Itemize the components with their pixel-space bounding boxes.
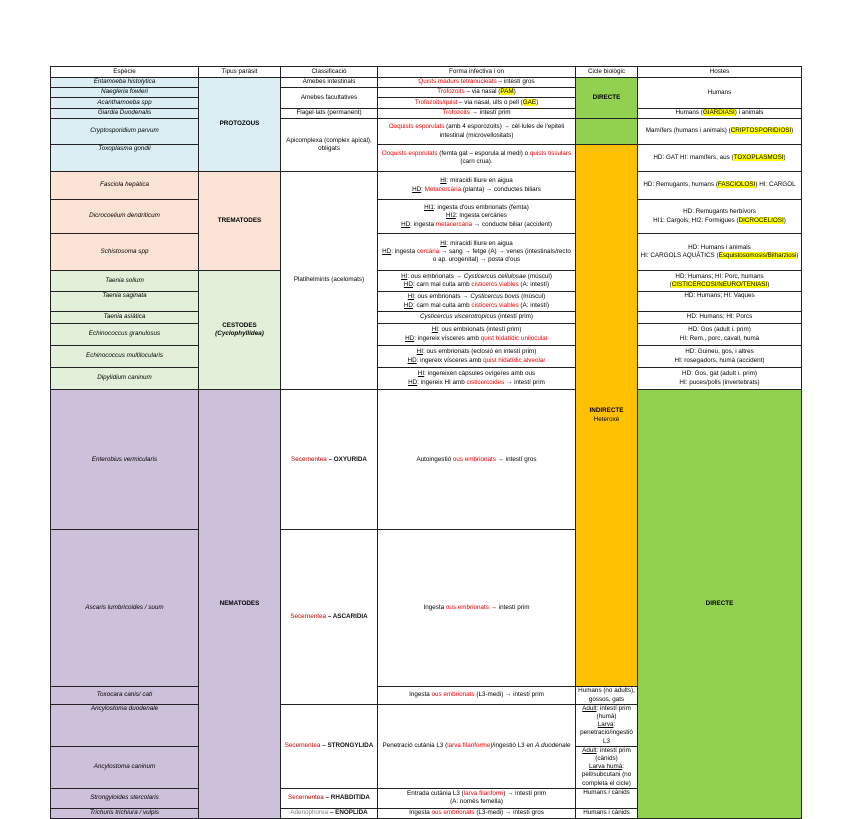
form-cell xyxy=(378,687,576,704)
form-text: : ous embrionats (intestí prim) xyxy=(438,326,522,334)
form-text: : carn mal cuita amb xyxy=(412,281,472,288)
host-text: ) xyxy=(767,281,770,288)
host-text: Humans ( xyxy=(675,109,703,117)
form-cell xyxy=(378,292,576,312)
classification-cell: Flagel·lats (permanent) xyxy=(281,109,378,119)
host-abbrev: HD xyxy=(405,334,415,342)
species-cell: Cryptosporidium parvum xyxy=(51,119,199,145)
species-cell: Naegleria fowleri xyxy=(51,88,199,98)
form-cell xyxy=(378,346,576,368)
host-cell xyxy=(638,109,802,119)
form-text: : ingereix vísceres amb xyxy=(416,356,484,364)
form-cell xyxy=(378,324,576,346)
host-text: HD: Remugants, humans ( xyxy=(643,181,718,189)
host-cell xyxy=(638,271,802,292)
host-cell xyxy=(576,704,638,746)
host-cell xyxy=(638,119,802,145)
form-cell xyxy=(378,312,576,324)
host-disease: CISTICERCOSI/NEURO/TENIASI xyxy=(671,281,768,288)
form-highlight: Ooquists esporulats xyxy=(388,123,445,131)
form-text: : miracidi lliure en aigua xyxy=(446,239,513,247)
form-cell xyxy=(378,172,576,200)
form-text: (planta) → conductes biliars xyxy=(461,185,541,193)
form-cell xyxy=(378,98,576,109)
type-cell: PROTOZOUS xyxy=(199,78,281,172)
table-row xyxy=(51,390,802,530)
cycle-cell: DIRECTE xyxy=(576,78,638,119)
host-label: Adult xyxy=(582,746,597,754)
form-text: : ingereix HI amb xyxy=(417,378,467,386)
classification-cell: Amebes facultatives xyxy=(281,88,378,109)
form-text: : ous embrionats (eclosió en intestí prim) xyxy=(422,348,537,356)
col-header-cycle: Cicle biològic xyxy=(576,67,638,78)
order-name: – ENOPLIDA xyxy=(328,809,368,817)
species-cell: Enterobius vermicularis xyxy=(51,390,199,530)
form-highlight: quists tissulars xyxy=(529,149,572,157)
host-cell xyxy=(638,368,802,390)
host-cell: Humans xyxy=(638,78,802,109)
species-cell: Echinococcus granulosus xyxy=(51,324,199,346)
host-cell xyxy=(638,200,802,234)
cycle-cell xyxy=(576,145,638,687)
classification-cell xyxy=(281,390,378,530)
host-text: : intestí prim (humà) xyxy=(596,704,631,720)
host-cell xyxy=(638,172,802,200)
species-cell: Trichuris trichiura / vulpis xyxy=(51,808,199,818)
host-abbrev: HI2 xyxy=(446,212,456,220)
form-cell xyxy=(378,271,576,292)
host-text: ) xyxy=(796,252,799,259)
form-text: → sang → fetge (A) → venes (intestinals/recto o ap. urogenital) → posta d'ous xyxy=(432,247,571,264)
host-label: Larva humà xyxy=(588,763,623,771)
classification-cell xyxy=(281,808,378,818)
host-disease: GIARDIASI xyxy=(702,109,735,117)
form-highlight: metacercària xyxy=(435,220,473,228)
classification-cell: Platihelmints (acelomats) xyxy=(281,172,378,390)
host-text: ) xyxy=(791,127,794,135)
order-name: – OXYURIDA xyxy=(326,455,367,463)
host-disease: CRIPTOSPORIDIOSI xyxy=(730,127,792,135)
form-species: A.duodenale xyxy=(535,742,571,750)
host-text: HD: Gos (adult i. prim) xyxy=(688,326,751,334)
host-text: : intestí prim (cànids) xyxy=(595,746,631,762)
form-highlight: cisticercs viables xyxy=(471,301,519,309)
class-name: Adenophorea xyxy=(290,809,329,817)
host-text: HD: Humans; HI: Porc, humans ( xyxy=(669,272,764,288)
host-abbrev: HI xyxy=(417,370,425,378)
class-name: Secernentea xyxy=(290,612,326,620)
host-cell: Humans i cànids xyxy=(576,788,638,808)
form-cell xyxy=(378,530,576,687)
form-cell xyxy=(378,808,576,818)
species-cell: Entamoeba histolytica xyxy=(51,78,199,88)
form-highlight: cercària xyxy=(416,247,440,255)
form-highlight: Ooquists esporulats xyxy=(381,149,438,157)
form-highlight: cisticercoides xyxy=(466,378,505,386)
form-text: Autoingestió xyxy=(416,455,453,463)
species-cell: Schistosoma spp xyxy=(51,234,199,271)
host-text: HD: GAT HI: mamífers, aus ( xyxy=(653,153,734,161)
form-text: → intestí gros xyxy=(495,455,537,463)
host-abbrev: HI xyxy=(401,272,408,280)
host-cell: HD: Humans; HI: Vaques xyxy=(638,292,802,312)
host-abbrev: HD xyxy=(408,378,418,386)
table-row xyxy=(51,234,802,271)
species-cell: Ancylostoma duodenale xyxy=(51,704,199,746)
form-highlight: ous embrionats xyxy=(445,604,489,612)
host-cell: Humans i cànids xyxy=(576,808,638,818)
order-name: – STRONGYLIDA xyxy=(320,742,374,750)
form-text: Ingesta xyxy=(423,604,446,612)
col-header-type: Tipus paràsit xyxy=(199,67,281,78)
form-cell xyxy=(378,88,576,98)
form-text: : ingesta xyxy=(391,247,417,255)
form-text: (L3-medi) → intestí gros xyxy=(474,809,544,817)
host-abbrev: HI xyxy=(440,239,447,247)
form-text: – via nasal, ulls o pell ( xyxy=(457,98,523,106)
form-text: (A: intestí) xyxy=(518,301,550,309)
form-text: )/ingestió L3 en xyxy=(490,742,536,750)
host-abbrev: HI xyxy=(431,326,438,334)
host-text: : pell/subcutani (no completa el cicle) xyxy=(581,763,632,787)
form-text: Ingesta xyxy=(409,691,432,699)
form-highlight: Quists madurs tetranucleats xyxy=(418,78,497,86)
form-text: → intestí prim xyxy=(469,109,511,117)
species-cell: Taenia asiática xyxy=(51,312,199,324)
form-cell xyxy=(378,704,576,788)
form-highlight: Metacercària xyxy=(424,185,462,193)
species-cell: Fasciola hepàtica xyxy=(51,172,199,200)
form-text: Penetració cutània L3 ( xyxy=(382,742,448,750)
host-text: HI: CARGOLS AQUÀTICS ( xyxy=(640,252,719,259)
host-cell: Humans (no adults), gossos, gats xyxy=(576,687,638,704)
form-text: : ous embrionats → xyxy=(414,293,471,301)
host-text: HD: Humans i animals xyxy=(688,243,751,251)
class-name: Secernentea xyxy=(284,742,321,750)
host-abbrev: HI xyxy=(416,348,423,356)
form-text: : ous embrionats → xyxy=(407,272,464,280)
form-text: ) xyxy=(536,98,539,106)
host-text: : penetració/ingestió L3 xyxy=(580,721,633,745)
form-species: Cysticercus bovis xyxy=(470,293,520,301)
host-label: Larva xyxy=(597,721,614,729)
form-text: (A: intestí) xyxy=(518,281,550,288)
form-text: ) → intestí prim xyxy=(503,790,546,798)
table-row xyxy=(51,109,802,119)
form-disease: GAE xyxy=(522,98,537,106)
form-cell xyxy=(378,368,576,390)
form-highlight: ous embrionats xyxy=(452,455,496,463)
host-text: HI: Rem., porc, cavall, humà xyxy=(679,334,760,342)
species-cell: Strongyloides stercolaris xyxy=(51,788,199,808)
form-text: (múscul) xyxy=(526,272,552,280)
host-text: ) i animals xyxy=(734,109,764,117)
order-name: – RHABDITIDA xyxy=(323,794,370,802)
classification-cell xyxy=(281,788,378,808)
form-highlight: cisticercs viables xyxy=(471,281,519,288)
host-disease: DICROCELIOSI xyxy=(738,216,784,224)
form-text: : xyxy=(421,185,425,193)
table-row xyxy=(51,145,802,172)
parasite-table xyxy=(50,66,802,819)
class-name: Secernentea xyxy=(291,455,327,463)
host-text: HD: Remugants herbívors xyxy=(683,208,756,216)
form-text: : ingereix vísceres amb xyxy=(414,334,481,342)
table-row xyxy=(51,292,802,312)
table-row xyxy=(51,346,802,368)
form-text: (intestí prim) xyxy=(496,313,534,321)
host-disease: FASCIOLOSI xyxy=(717,181,756,189)
type-cell: TREMATODES xyxy=(199,172,281,271)
host-disease: Esquistosomosis/Bilharziosi xyxy=(718,252,797,259)
host-cell: HD: Humans; HI: Porcs xyxy=(638,312,802,324)
host-abbrev: HD xyxy=(403,301,413,309)
host-abbrev: HI1 xyxy=(424,204,434,212)
form-text: – intestí gros xyxy=(496,78,535,86)
host-abbrev: HI xyxy=(440,177,447,185)
form-text: – via nasal ( xyxy=(464,88,501,96)
cycle-sub-label: Heteroxè xyxy=(593,415,620,423)
classification-cell xyxy=(281,530,378,704)
col-header-species: Espècie xyxy=(51,67,199,78)
host-abbrev: HD xyxy=(412,185,422,193)
type-label: CESTODES xyxy=(222,321,257,329)
order-name: – ASCARIDIA xyxy=(325,612,368,620)
host-text: HI1: Cargols; HI2: Formigues ( xyxy=(653,216,739,224)
type-cell: NEMATODES xyxy=(199,390,281,819)
header-row xyxy=(51,67,802,78)
form-highlight: Trofozoits xyxy=(442,109,470,117)
form-highlight: larva filariforme xyxy=(447,742,491,750)
form-text: → intestí prim xyxy=(488,604,530,612)
host-text: ) HI: CARGOL xyxy=(755,181,796,189)
form-text: (múscul) xyxy=(519,293,546,301)
host-cell xyxy=(638,346,802,368)
cycle-cell: DIRECTE xyxy=(638,390,802,819)
host-cell xyxy=(576,746,638,788)
host-text: Mamífers (humans i animals) ( xyxy=(645,127,731,135)
form-highlight: Trofozoits xyxy=(437,88,465,96)
form-text: : ingesta d'ous embrionats (femta) xyxy=(433,204,529,212)
type-sub-label: (Cyclophyllidea) xyxy=(215,330,264,337)
form-text: Ingesta xyxy=(409,809,432,817)
form-disease: PAM xyxy=(500,88,514,96)
form-highlight: larva filariform xyxy=(463,790,504,798)
host-cell xyxy=(638,145,802,172)
form-species: Cysticercus viscerotropicus xyxy=(419,313,497,321)
host-abbrev: HD xyxy=(403,281,413,288)
species-cell: Toxocara canis/ cati xyxy=(51,687,199,704)
species-cell: Ascaris lumbricoides / suum xyxy=(51,530,199,687)
host-label: Adult xyxy=(582,704,597,712)
cycle-label: INDIRECTE xyxy=(589,407,624,415)
form-text: (amb 4 esporozoits) → cèl·lules de l'epiteli intestinal (microvellositats) xyxy=(439,123,565,139)
species-cell: Ancylostoma caninum xyxy=(51,746,199,788)
form-text: : miracidi lliure en aigua xyxy=(446,177,513,185)
species-cell: Taenia saginata xyxy=(51,292,199,312)
table-row xyxy=(51,324,802,346)
host-abbrev: HI xyxy=(407,293,415,301)
form-highlight: quist hidatídic unilocular xyxy=(480,334,548,342)
form-text: ) xyxy=(513,88,516,96)
host-text: ) xyxy=(783,153,786,161)
form-text: → conducte biliar (accident) xyxy=(472,220,552,228)
form-cell xyxy=(378,78,576,88)
col-header-hosts: Hostes xyxy=(638,67,802,78)
form-text: (carn crua). xyxy=(460,158,493,165)
species-cell: Dicrocoelium dendriticum xyxy=(51,200,199,234)
form-highlight: quist hidatídic alveolar xyxy=(483,356,546,364)
form-text: : carn mal cuita amb xyxy=(412,301,472,309)
classification-cell: Amebes intestinals xyxy=(281,78,378,88)
table-row xyxy=(51,271,802,292)
host-abbrev: HD xyxy=(407,356,417,364)
host-disease: TOXOPLASMOSI xyxy=(733,153,784,161)
species-cell: Echinococcus multilocularis xyxy=(51,346,199,368)
form-note: (A: només femella) xyxy=(450,798,503,806)
form-cell xyxy=(378,119,576,145)
form-text: Entrada cutània L3 ( xyxy=(407,790,464,798)
class-name: Secernentea xyxy=(288,794,324,802)
table-row xyxy=(51,78,802,88)
form-text: (femta gat – esporula al medi) o xyxy=(437,149,530,157)
col-header-infective-form: Forma infectiva i on xyxy=(378,67,576,78)
form-highlight: ous embrionats xyxy=(431,809,475,817)
host-text: ) xyxy=(783,216,786,224)
form-species: Cysticercus cellulosae xyxy=(463,272,527,280)
form-text: : ingesta cercàries xyxy=(455,212,507,220)
classification-cell xyxy=(281,704,378,788)
host-abbrev: HD xyxy=(382,247,392,255)
table-row xyxy=(51,368,802,390)
host-abbrev: HD xyxy=(401,220,411,228)
host-cell xyxy=(638,324,802,346)
host-text: HD: Guineu, gos, i altres xyxy=(685,348,754,356)
form-text: (L3-medi) → intestí prim xyxy=(474,691,544,699)
table-row xyxy=(51,200,802,234)
form-cell xyxy=(378,788,576,808)
col-header-classification: Classificació xyxy=(281,67,378,78)
species-cell: Giardia Duodenalis xyxy=(51,109,199,119)
form-cell xyxy=(378,200,576,234)
table-row xyxy=(51,172,802,200)
form-cell xyxy=(378,390,576,530)
form-text: → intestí prim xyxy=(504,378,545,386)
form-cell xyxy=(378,145,576,172)
form-cell xyxy=(378,109,576,119)
species-cell: Dipylidium caninum xyxy=(51,368,199,390)
species-cell: Toxoplasma gondii xyxy=(51,145,199,172)
form-highlight: Trofozoits/quist xyxy=(414,98,458,106)
form-highlight: ous embrionats xyxy=(431,691,475,699)
host-text: HI: puces/polls (invertebrats) xyxy=(679,378,760,386)
form-text: : ingesta xyxy=(410,220,436,228)
host-cell xyxy=(638,234,802,271)
host-text: HI: rosegadors, humà (accident) xyxy=(674,356,765,364)
species-cell: Acanthamoeba spp xyxy=(51,98,199,109)
table-row xyxy=(51,119,802,145)
host-text: HD: Gos, gat (adult i. prim) xyxy=(682,370,757,378)
classification-cell: Apicomplexa (complex apical), obligats xyxy=(281,119,378,172)
form-text: : ingereixen càpsules ovígeres amb ous xyxy=(424,370,536,378)
type-cell xyxy=(199,271,281,390)
table-row xyxy=(51,312,802,324)
species-cell: Taenia solium xyxy=(51,271,199,292)
form-cell xyxy=(378,234,576,271)
cycle-cell-blank xyxy=(576,119,638,145)
